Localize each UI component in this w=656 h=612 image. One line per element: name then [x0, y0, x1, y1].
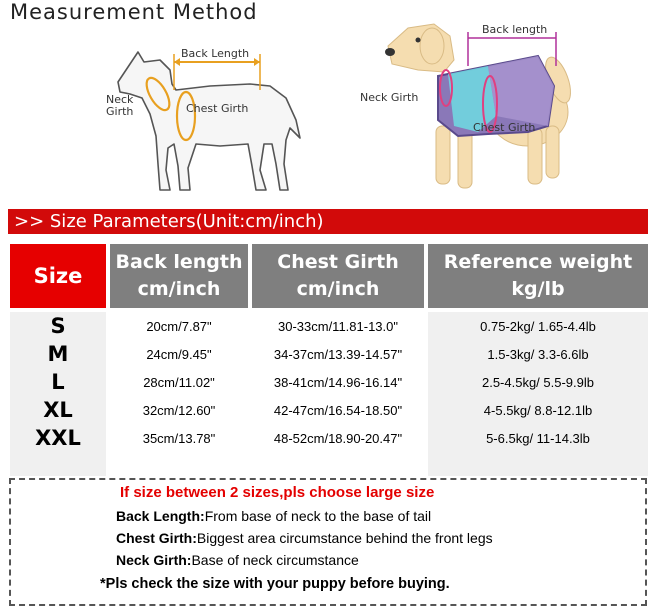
- back-length-cell: 24cm/9.45": [146, 346, 212, 362]
- weight-cell: 4-5.5kg/ 8.8-12.1lb: [483, 402, 593, 418]
- chest-girth-label-left: Chest Girth: [186, 102, 249, 115]
- note-description: Biggest area circumstance behind the front legs: [196, 530, 493, 546]
- weight-cell: 1.5-3kg/ 3.3-6.6lb: [487, 346, 589, 362]
- size-cell: XXL: [35, 426, 81, 450]
- weight-cell: 2.5-4.5kg/ 5.5-9.9lb: [481, 374, 595, 390]
- note-neck-girth: [116, 552, 359, 568]
- chest-girth-cell: 30-33cm/11.81-13.0": [277, 318, 398, 334]
- size-cell: M: [47, 342, 69, 366]
- header-reference-weight: Reference weight kg/lb: [428, 244, 648, 308]
- size-cell: L: [51, 370, 65, 394]
- size-cell: XL: [43, 398, 73, 422]
- back-length-cell: 32cm/12.60": [142, 402, 216, 418]
- back-length-cell: 20cm/7.87": [146, 318, 212, 334]
- table-row: [10, 396, 650, 424]
- weight-cell: 5-6.5kg/ 11-14.3lb: [486, 430, 590, 446]
- chest-girth-cell: 42-47cm/16.54-18.50": [273, 402, 403, 418]
- dog-outline-diagram: [100, 40, 310, 200]
- weight-cell: 0.75-2kg/ 1.65-4.4lb: [480, 318, 596, 334]
- neck-girth-label-right: Neck Girth: [360, 91, 419, 104]
- back-length-label-right: Back length: [482, 23, 548, 36]
- header-size: Size: [10, 244, 106, 308]
- note-term: Chest Girth:: [116, 530, 197, 546]
- header-back-length: Back length cm/inch: [110, 244, 248, 308]
- page-title: Measurement Method: [10, 0, 258, 24]
- table-row: [10, 340, 650, 368]
- note-description: Base of neck circumstance: [191, 552, 359, 568]
- back-length-label-left: Back Length: [181, 47, 250, 60]
- header-chest-girth: Chest Girth cm/inch: [252, 244, 424, 308]
- note-back-length: [116, 508, 431, 524]
- size-cell: S: [50, 314, 66, 338]
- back-length-cell: 35cm/13.78": [142, 430, 216, 446]
- table-row: [10, 424, 650, 452]
- back-length-cell: 28cm/11.02": [143, 374, 215, 390]
- note-term: Back Length:: [116, 508, 205, 524]
- chest-girth-label-right: Chest Girth: [473, 121, 536, 134]
- size-advice-note: If size between 2 sizes,pls choose large size: [120, 484, 435, 501]
- dog-with-coat-photo: [378, 16, 588, 196]
- footer-note: *Pls check the size with your puppy before buying.: [100, 576, 450, 592]
- table-row: [10, 312, 650, 340]
- neck-girth-label-left: Neck Girth: [106, 93, 134, 118]
- note-chest-girth: [116, 530, 493, 546]
- table-row: [10, 368, 650, 396]
- banner-title: >> Size Parameters(Unit:cm/inch): [14, 211, 324, 232]
- chest-girth-cell: 34-37cm/13.39-14.57": [273, 346, 403, 362]
- chest-girth-cell: 38-41cm/14.96-16.14": [273, 374, 403, 390]
- note-term: Neck Girth:: [116, 552, 192, 568]
- note-description: From base of neck to the base of tail: [204, 508, 432, 524]
- chest-girth-cell: 48-52cm/18.90-20.47": [273, 430, 403, 446]
